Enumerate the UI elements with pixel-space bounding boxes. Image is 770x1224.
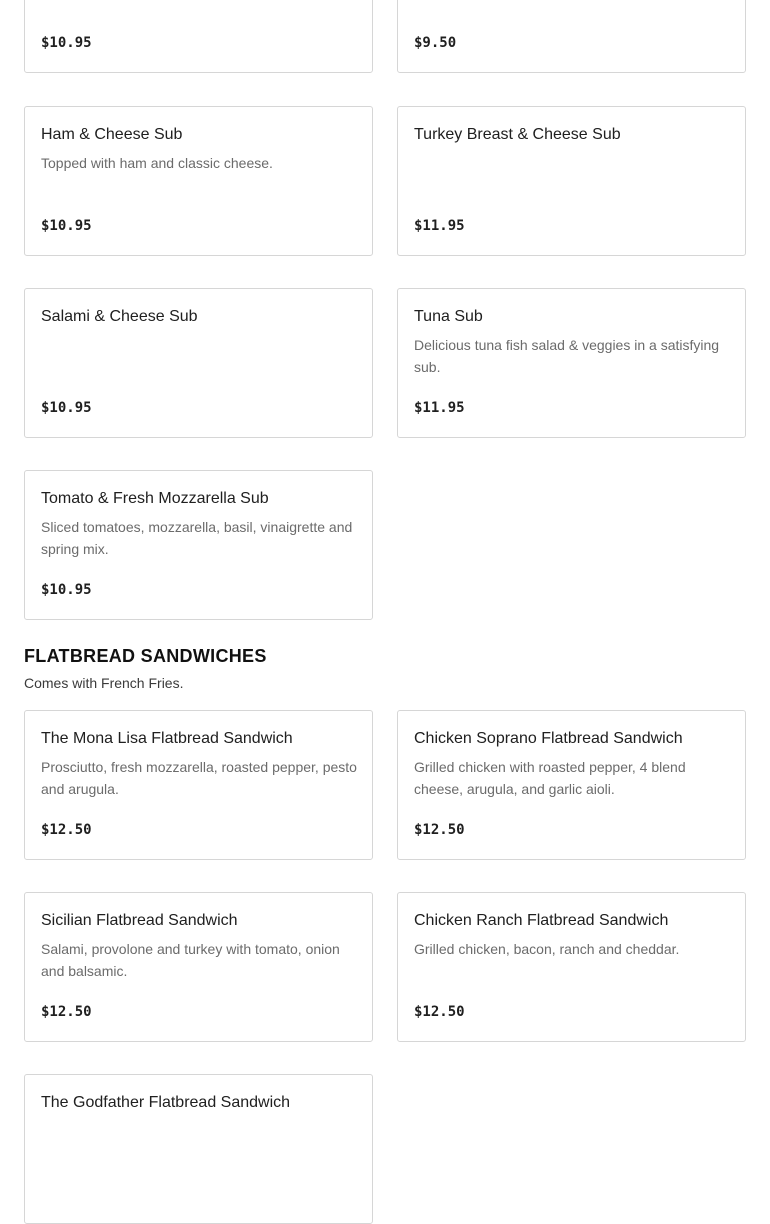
menu-item-card-tuna-sub[interactable] [397, 288, 746, 438]
section-title: FLATBREAD SANDWICHES [24, 646, 267, 666]
menu-item-name: The Godfather Flatbread Sandwich [41, 1094, 291, 1111]
menu-item-card[interactable] [397, 0, 746, 73]
menu-item-price: $11.95 [414, 400, 465, 416]
menu-item-description: Prosciutto, fresh mozzarella, roasted pepper, pesto and arugula. [41, 759, 357, 797]
menu-item-description: Topped with ham and classic cheese. [41, 155, 273, 171]
menu-item-description: Salami, provolone and turkey with tomato, onion and balsamic. [41, 941, 340, 979]
menu-item-card-tomato-mozzarella-sub[interactable] [24, 470, 373, 620]
menu-item-card[interactable] [24, 0, 373, 73]
menu-item-price: $12.50 [41, 822, 92, 838]
menu-item-card-godfather-flatbread[interactable] [24, 1074, 373, 1224]
menu-item-card-mona-lisa-flatbread[interactable] [24, 710, 373, 860]
menu-item-card-chicken-soprano-flatbread[interactable] [397, 710, 746, 860]
menu-item-price: $10.95 [41, 218, 92, 234]
menu-item-name: Salami & Cheese Sub [41, 308, 198, 325]
menu-item-price: $10.95 [41, 400, 92, 416]
menu-item-price: $10.95 [41, 35, 92, 51]
menu-item-description: Delicious tuna fish salad & veggies in a satisfying sub. [414, 337, 720, 375]
menu-item-price: $12.50 [414, 1004, 465, 1020]
menu-item-description: Grilled chicken, bacon, ranch and cheddar. [414, 941, 680, 957]
menu-item-name: Sicilian Flatbread Sandwich [41, 912, 238, 929]
menu-item-price: $10.95 [41, 582, 92, 598]
menu-item-name: Tomato & Fresh Mozzarella Sub [41, 490, 269, 507]
menu-item-price: $11.95 [414, 218, 465, 234]
menu-item-name: Tuna Sub [414, 308, 483, 325]
menu-item-name: Ham & Cheese Sub [41, 126, 183, 143]
menu-item-description: Sliced tomatoes, mozzarella, basil, vinaigrette and spring mix. [41, 519, 353, 557]
section-subtitle: Comes with French Fries. [24, 675, 184, 691]
menu-item-card-salami-cheese-sub[interactable] [24, 288, 373, 438]
menu-item-card-sicilian-flatbread[interactable] [24, 892, 373, 1042]
menu-item-description: Grilled chicken with roasted pepper, 4 blend cheese, arugula, and garlic aioli. [414, 759, 686, 797]
menu-item-card-turkey-breast-cheese-sub[interactable] [397, 106, 746, 256]
menu-item-card-ham-cheese-sub[interactable] [24, 106, 373, 256]
menu-item-name: Chicken Ranch Flatbread Sandwich [414, 912, 669, 929]
menu-item-name: Chicken Soprano Flatbread Sandwich [414, 730, 683, 747]
menu-item-price: $12.50 [414, 822, 465, 838]
menu-item-name: Turkey Breast & Cheese Sub [414, 126, 621, 143]
menu-item-price: $9.50 [414, 35, 457, 51]
menu-item-card-chicken-ranch-flatbread[interactable] [397, 892, 746, 1042]
menu-item-price: $12.50 [41, 1004, 92, 1020]
menu-item-name: The Mona Lisa Flatbread Sandwich [41, 730, 293, 747]
